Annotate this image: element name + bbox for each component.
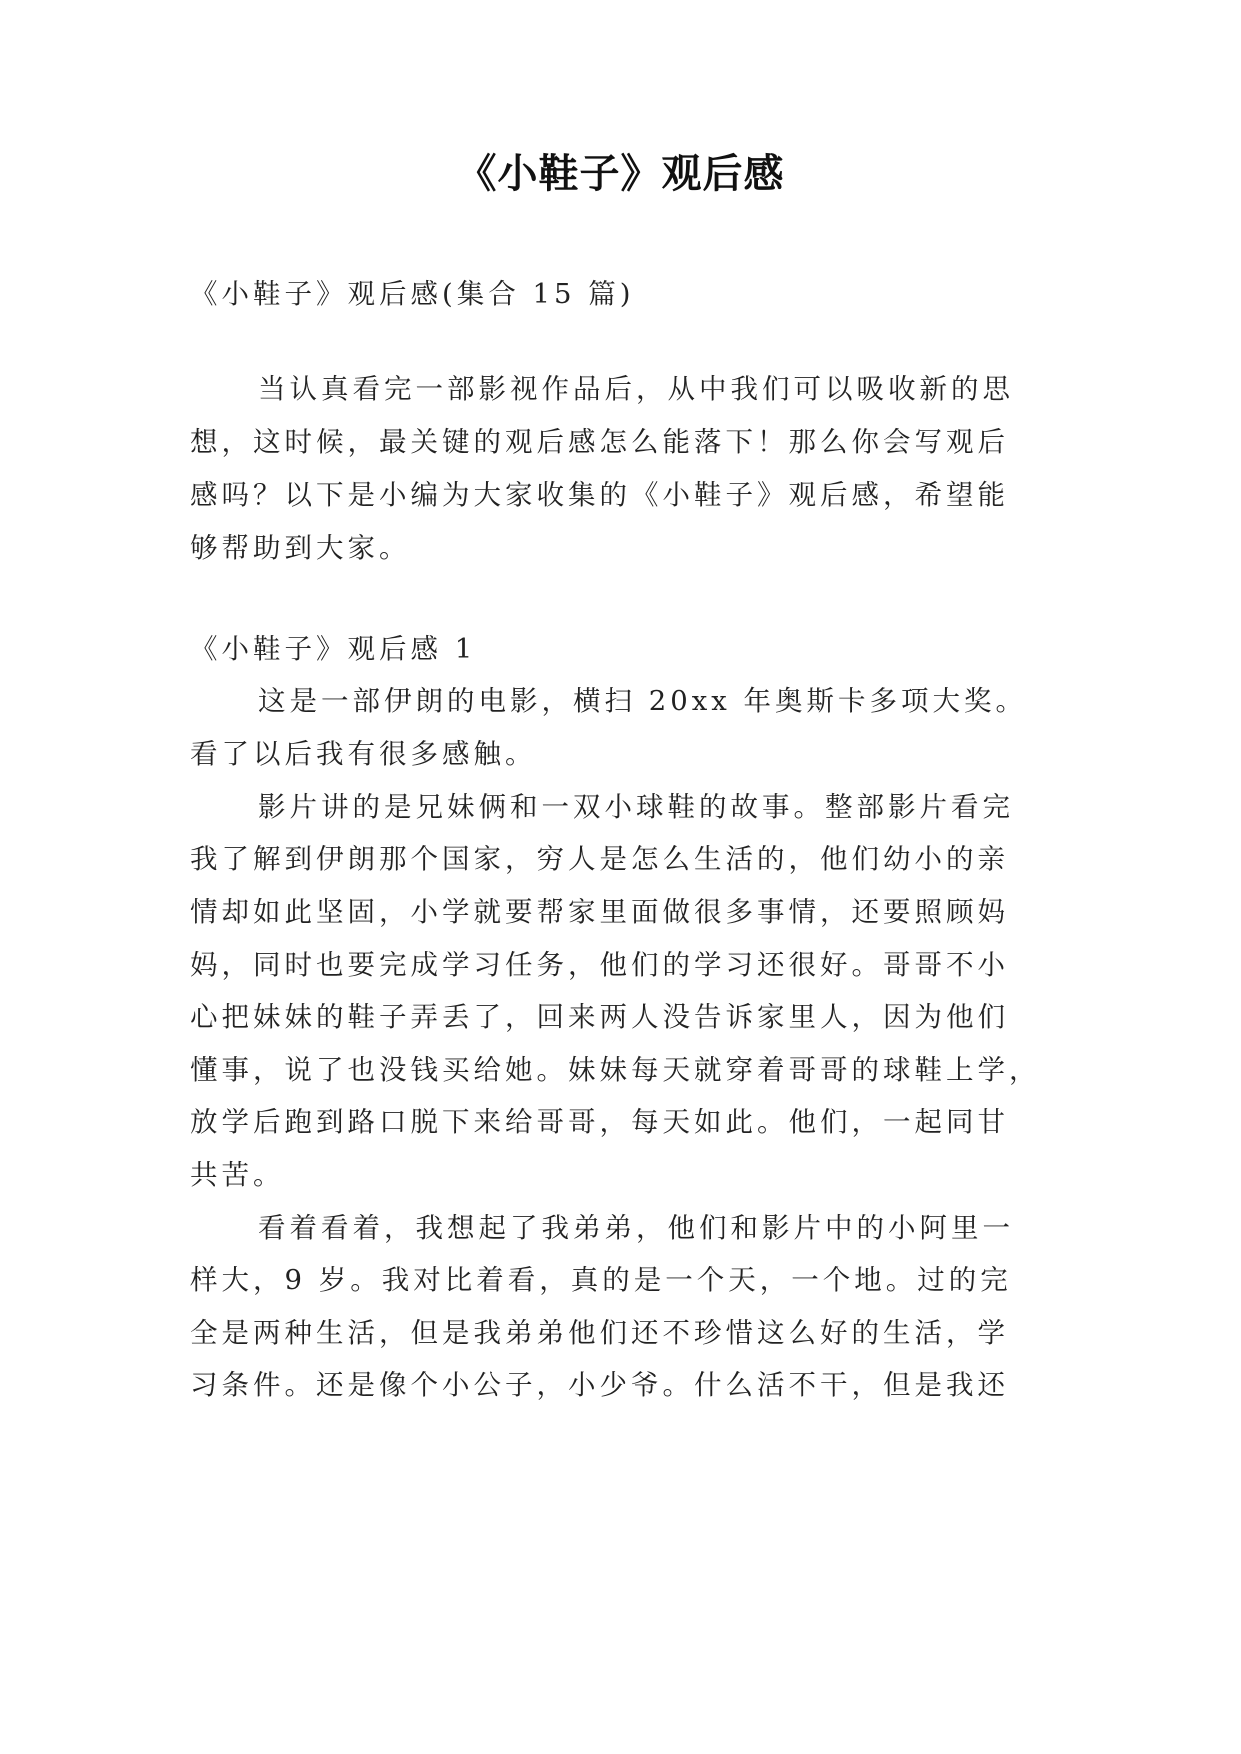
paragraph-line: 看着看着，我想起了我弟弟，他们和影片中的小阿里一: [258, 1212, 1014, 1244]
paragraph-line: 懂事，说了也没钱买给她。妹妹每天就穿着哥哥的球鞋上学，: [190, 1054, 1041, 1086]
intro-line: 想，这时候，最关键的观后感怎么能落下！那么你会写观后: [190, 426, 1009, 458]
paragraph-line: 全是两种生活，但是我弟弟他们还不珍惜这么好的生活，学: [190, 1317, 1009, 1349]
paragraph-line: 看了以后我有很多感触。: [190, 738, 537, 770]
paragraph-line: 这是一部伊朗的电影，横扫 20xx 年奥斯卡多项大奖。: [258, 685, 1027, 717]
paragraph-line: 心把妹妹的鞋子弄丢了，回来两人没告诉家里人，因为他们: [190, 1001, 1009, 1033]
intro-line: 感吗？以下是小编为大家收集的《小鞋子》观后感，希望能: [190, 479, 1009, 511]
paragraph-line: 我了解到伊朗那个国家，穷人是怎么生活的，他们幼小的亲: [190, 843, 1009, 875]
paragraph-line: 情却如此坚固，小学就要帮家里面做很多事情，还要照顾妈: [190, 896, 1009, 928]
intro-line: 当认真看完一部影视作品后，从中我们可以吸收新的思: [258, 373, 1014, 405]
paragraph-line: 习条件。还是像个小公子，小少爷。什么活不干，但是我还: [190, 1369, 1009, 1401]
document-title: 《小鞋子》观后感: [456, 151, 785, 197]
document-subtitle: 《小鞋子》观后感(集合 15 篇): [190, 278, 635, 310]
section-heading: 《小鞋子》观后感 1: [190, 633, 477, 665]
paragraph-line: 妈，同时也要完成学习任务，他们的学习还很好。哥哥不小: [190, 949, 1009, 981]
paragraph-line: 放学后跑到路口脱下来给哥哥，每天如此。他们，一起同甘: [190, 1106, 1009, 1138]
paragraph-line: 样大，9 岁。我对比着看，真的是一个天，一个地。过的完: [190, 1264, 1012, 1296]
paragraph-line: 共苦。: [190, 1159, 285, 1191]
paragraph-line: 影片讲的是兄妹俩和一双小球鞋的故事。整部影片看完: [258, 791, 1014, 823]
intro-line: 够帮助到大家。: [190, 532, 411, 564]
